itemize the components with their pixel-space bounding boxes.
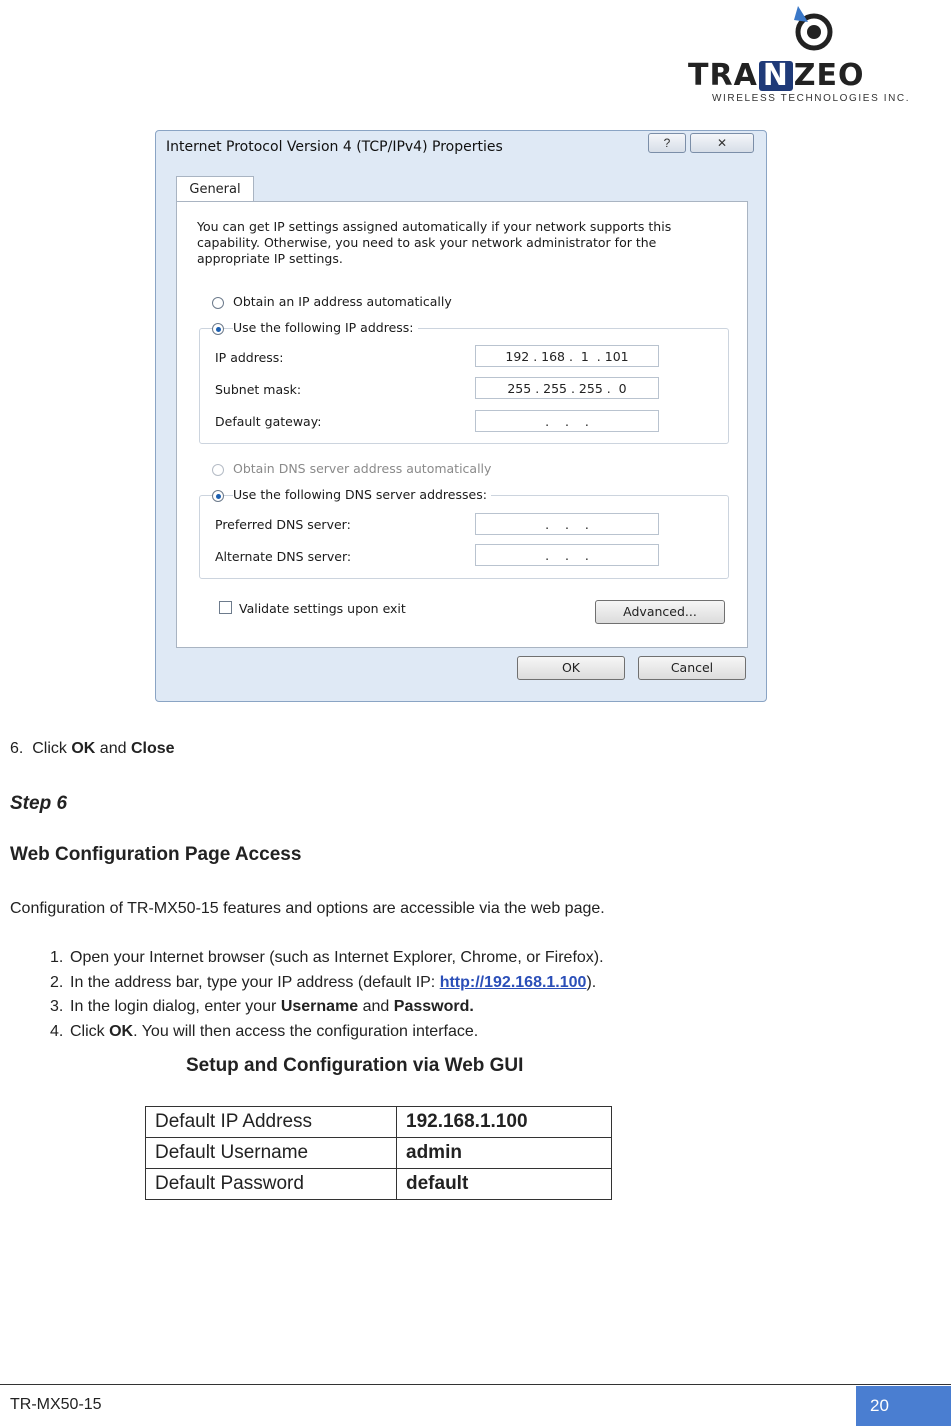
alternate-dns-input[interactable]: . . . [475, 544, 659, 566]
dns-settings-group [199, 495, 729, 579]
defaults-table [145, 1106, 612, 1200]
instruction-list [50, 946, 604, 1044]
general-panel [176, 201, 748, 648]
table-key: Default IP Address [146, 1107, 397, 1138]
validate-checkbox[interactable] [219, 601, 232, 614]
ok-button[interactable]: OK [517, 656, 625, 680]
validate-label: Validate settings upon exit [239, 601, 406, 616]
section-title: Web Configuration Page Access [10, 844, 302, 865]
table-row [146, 1107, 612, 1138]
table-caption: Setup and Configuration via Web GUI [186, 1055, 524, 1076]
default-gateway-input[interactable]: . . . [475, 410, 659, 432]
logo-wordmark: TRA N ZEO [688, 58, 865, 93]
alternate-dns-label: Alternate DNS server: [215, 549, 352, 564]
default-ip-link[interactable]: http://192.168.1.100 [439, 973, 587, 991]
logo-tagline: WIRELESS TECHNOLOGIES INC. [712, 93, 911, 104]
ip-address-label: IP address: [215, 350, 284, 365]
footer-model: TR-MX50-15 [10, 1396, 102, 1413]
cancel-button[interactable]: Cancel [638, 656, 746, 680]
table-row [146, 1169, 612, 1200]
close-button[interactable]: ✕ [690, 133, 754, 153]
auto-ip-label: Obtain an IP address automatically [233, 294, 452, 309]
preferred-dns-label: Preferred DNS server: [215, 517, 351, 532]
step6-instruction: 6. Click OK and Close [10, 740, 175, 757]
subnet-mask-label: Subnet mask: [215, 382, 302, 397]
table-key: Default Password [146, 1169, 397, 1200]
table-value: admin [397, 1138, 612, 1169]
auto-ip-radio[interactable] [212, 297, 224, 309]
default-gateway-label: Default gateway: [215, 414, 322, 429]
table-value: default [397, 1169, 612, 1200]
table-value: 192.168.1.100 [397, 1107, 612, 1138]
manual-ip-radio[interactable] [212, 323, 224, 335]
auto-dns-radio[interactable] [212, 464, 224, 476]
table-key: Default Username [146, 1138, 397, 1169]
intro-paragraph: Configuration of TR-MX50-15 features and options are accessible via the web page. [10, 900, 605, 917]
manual-ip-label: Use the following IP address: [233, 320, 418, 335]
list-item: 4. Click OK. You will then access the configuration interface. [50, 1022, 479, 1040]
tab-general[interactable]: General [176, 176, 254, 203]
step-title: Step 6 [10, 793, 68, 814]
auto-dns-label: Obtain DNS server address automatically [233, 461, 492, 476]
dialog-title: Internet Protocol Version 4 (TCP/IPv4) Properties [166, 139, 503, 155]
list-item: 3. In the login dialog, enter your Username and Password. [50, 998, 474, 1015]
page-number: 20 [870, 1396, 889, 1415]
subnet-mask-input[interactable]: 255 . 255 . 255 . 0 [475, 377, 659, 399]
advanced-button[interactable]: Advanced... [595, 600, 725, 624]
ip-address-input[interactable]: 192 . 168 . 1 . 101 [475, 345, 659, 367]
manual-dns-label: Use the following DNS server addresses: [233, 487, 491, 502]
table-row [146, 1138, 612, 1169]
list-item: 2. In the address bar, type your IP address (default IP: http://192.168.1.100). [50, 973, 597, 991]
manual-dns-radio[interactable] [212, 490, 224, 502]
footer-divider [0, 1384, 951, 1385]
help-button[interactable]: ? [648, 133, 686, 153]
list-item: 1. Open your Internet browser (such as Internet Explorer, Chrome, or Firefox). [50, 949, 604, 966]
ipv4-properties-dialog [155, 130, 767, 702]
preferred-dns-input[interactable]: . . . [475, 513, 659, 535]
dialog-intro-text: You can get IP settings assigned automatically if your network supports this capability. Otherwise, you need to ask your network administrator for the appropriate IP settings. [197, 219, 672, 266]
